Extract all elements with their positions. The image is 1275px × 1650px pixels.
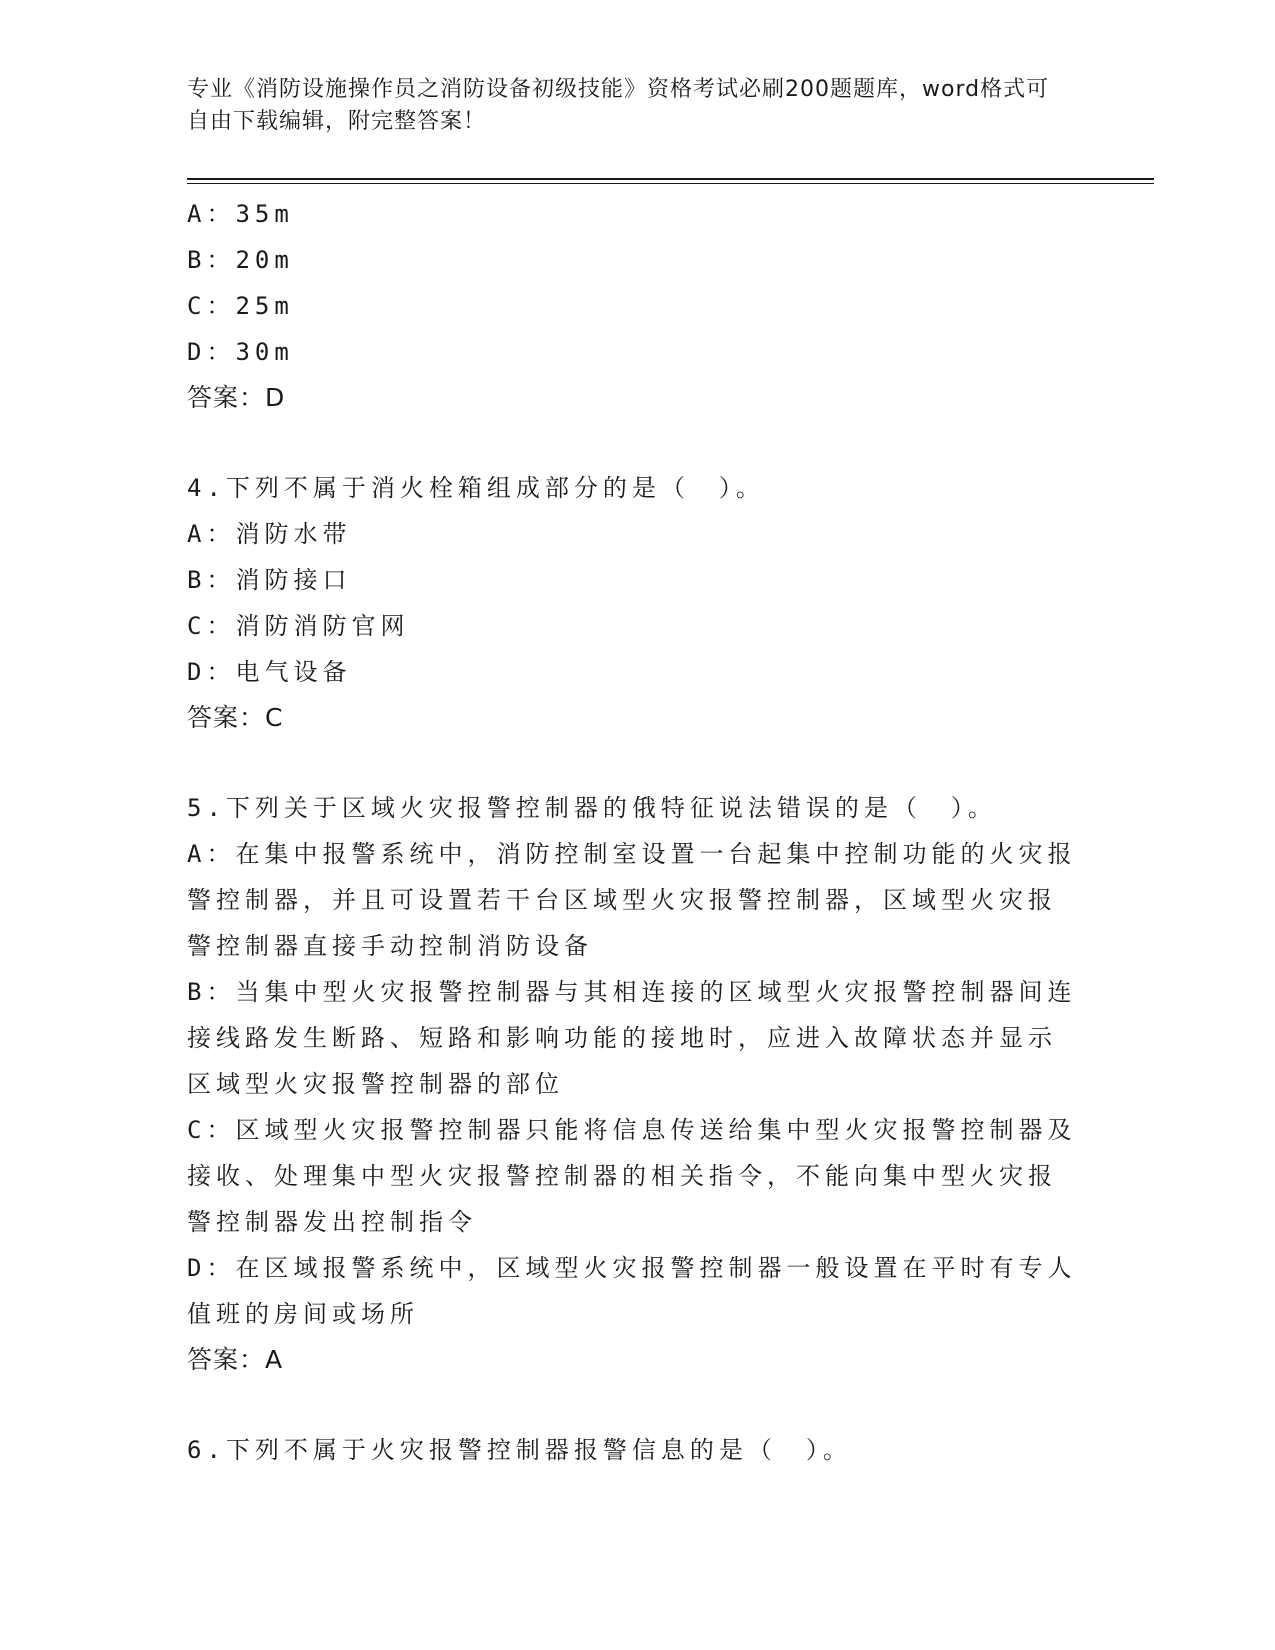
option-d: D：30m (187, 338, 294, 366)
question-6-block (187, 1427, 1087, 1473)
question-3-block (187, 191, 1087, 421)
option-b: B：消防接口 (187, 566, 352, 594)
answer-line: 答案：A (187, 1345, 284, 1374)
spacer (187, 741, 1087, 785)
option-b: B：20m (187, 246, 294, 274)
option-c: C：消防消防官网 (187, 612, 410, 640)
question-text: 6.下列不属于火灾报警控制器报警信息的是（ ）。 (187, 1436, 852, 1464)
option-a-line-1: A：在集中报警系统中，消防控制室设置一台起集中控制功能的火灾报 (187, 840, 1077, 868)
option-d-line-2: 值班的房间或场所 (187, 1300, 419, 1328)
option-b-line-1: B：当集中型火灾报警控制器与其相连接的区域型火灾报警控制器间连 (187, 978, 1077, 1006)
question-text: 4.下列不属于消火栓箱组成部分的是（ ）。 (187, 474, 765, 502)
option-a-line-3: 警控制器直接手动控制消防设备 (187, 932, 593, 960)
document-header: 专业《消防设施操作员之消防设备初级技能》资格考试必刷200题题库，word格式可自由下载编辑，附完整答案！ (187, 77, 1050, 134)
document-body (187, 191, 1087, 1473)
option-d: D：电气设备 (187, 658, 352, 686)
question-text: 5.下列关于区域火灾报警控制器的俄特征说法错误的是（ ）。 (187, 794, 997, 822)
answer-line: 答案：C (187, 703, 284, 732)
option-b-line-2: 接线路发生断路、短路和影响功能的接地时，应进入故障状态并显示 (187, 1024, 1057, 1052)
option-a-line-2: 警控制器，并且可设置若干台区域型火灾报警控制器，区域型火灾报 (187, 886, 1057, 914)
option-d-line-1: D：在区域报警系统中，区域型火灾报警控制器一般设置在平时有专人 (187, 1254, 1077, 1282)
option-c: C：25m (187, 292, 294, 320)
question-5-block (187, 785, 1087, 1383)
spacer (187, 421, 1087, 465)
option-a: A：35m (187, 200, 294, 228)
header-divider-thick (187, 178, 1154, 180)
option-c-line-3: 警控制器发出控制指令 (187, 1208, 477, 1236)
option-a: A：消防水带 (187, 520, 352, 548)
option-c-line-1: C：区域型火灾报警控制器只能将信息传送给集中型火灾报警控制器及 (187, 1116, 1077, 1144)
header-divider-thin (187, 183, 1154, 184)
option-c-line-2: 接收、处理集中型火灾报警控制器的相关指令，不能向集中型火灾报 (187, 1162, 1057, 1190)
question-4-block (187, 465, 1087, 741)
answer-line: 答案：D (187, 383, 286, 412)
option-b-line-3: 区域型火灾报警控制器的部位 (187, 1070, 564, 1098)
spacer (187, 1383, 1087, 1427)
